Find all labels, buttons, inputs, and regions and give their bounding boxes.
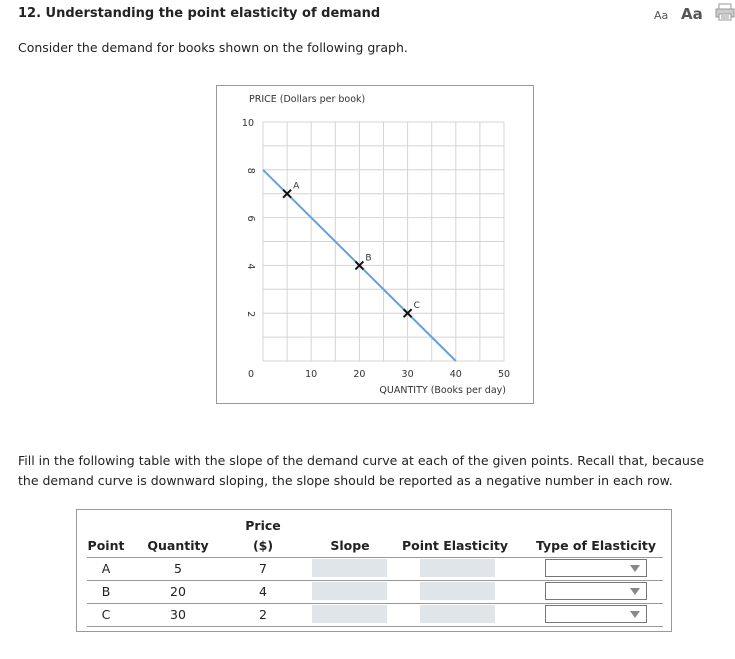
y-tick-label: 2 — [245, 311, 256, 318]
row-a-slope-input[interactable] — [312, 559, 387, 577]
print-icon[interactable] — [715, 3, 735, 21]
point-label-c: C — [413, 301, 420, 312]
row-c-quantity: 30 — [170, 607, 186, 622]
x-tick-label: 30 — [401, 369, 414, 380]
header-type-elasticity: Type of Elasticity — [535, 538, 657, 553]
header-point: Point — [87, 538, 125, 553]
row-b-type-select[interactable] — [545, 582, 647, 600]
instructions-text: Fill in the following table with the slope of the demand curve at each of the given points. Recall that, because the demand curve is downward sloping, the slope should be reported as a negative number in each row. — [18, 453, 705, 488]
row-a-type-select[interactable] — [545, 559, 647, 577]
dropdown-arrow-icon — [630, 611, 640, 618]
y-tick-label: 8 — [245, 167, 256, 174]
question-title: 12. Understanding the point elasticity of demand — [18, 6, 381, 21]
y-axis-label: PRICE (Dollars per book) — [249, 94, 366, 105]
y-tick-label: 10 — [241, 118, 254, 129]
header-point-elasticity: Point Elasticity — [401, 538, 509, 553]
row-b-point: B — [101, 584, 111, 599]
row-c-point: C — [101, 607, 111, 622]
row-b-quantity: 20 — [170, 584, 186, 599]
x-tick-label: 50 — [497, 369, 511, 380]
row-c-type-select[interactable] — [545, 605, 647, 623]
y-tick-label: 0 — [247, 369, 254, 380]
x-tick-label: 20 — [353, 369, 366, 380]
x-tick-label: 40 — [449, 369, 462, 380]
font-size-small-button[interactable]: Aa — [654, 9, 669, 22]
header-price-line2: ($) — [252, 538, 274, 553]
row-a-quantity: 5 — [174, 561, 182, 576]
y-tick-label: 6 — [245, 215, 256, 222]
x-axis-label: QUANTITY (Books per day) — [379, 385, 506, 396]
row-a-point: A — [101, 561, 111, 576]
row-a-elasticity-input[interactable] — [420, 559, 495, 577]
row-c-elasticity-input[interactable] — [420, 605, 495, 623]
row-b-elasticity-input[interactable] — [420, 582, 495, 600]
point-label-b: B — [365, 253, 372, 264]
row-a-price: 7 — [259, 561, 267, 576]
demand-chart-svg — [217, 86, 533, 403]
row-b-slope-input[interactable] — [312, 582, 387, 600]
header-slope: Slope — [330, 538, 370, 553]
header-divider — [87, 557, 663, 558]
header-price-line1: Price — [245, 518, 281, 533]
header-quantity: Quantity — [147, 538, 209, 553]
demand-graph — [216, 85, 534, 404]
font-size-large-button[interactable]: Aa — [681, 5, 703, 23]
dropdown-arrow-icon — [630, 588, 640, 595]
intro-text: Consider the demand for books shown on the following graph. — [18, 40, 408, 55]
row-c-price: 2 — [259, 607, 267, 622]
elasticity-table — [76, 509, 672, 632]
row-c-divider — [87, 626, 663, 627]
row-a-divider — [87, 580, 663, 581]
row-c-slope-input[interactable] — [312, 605, 387, 623]
dropdown-arrow-icon — [630, 565, 640, 572]
row-b-price: 4 — [259, 584, 267, 599]
point-label-a: A — [293, 181, 300, 192]
x-tick-label: 10 — [305, 369, 318, 380]
row-b-divider — [87, 603, 663, 604]
y-tick-label: 4 — [245, 263, 256, 270]
